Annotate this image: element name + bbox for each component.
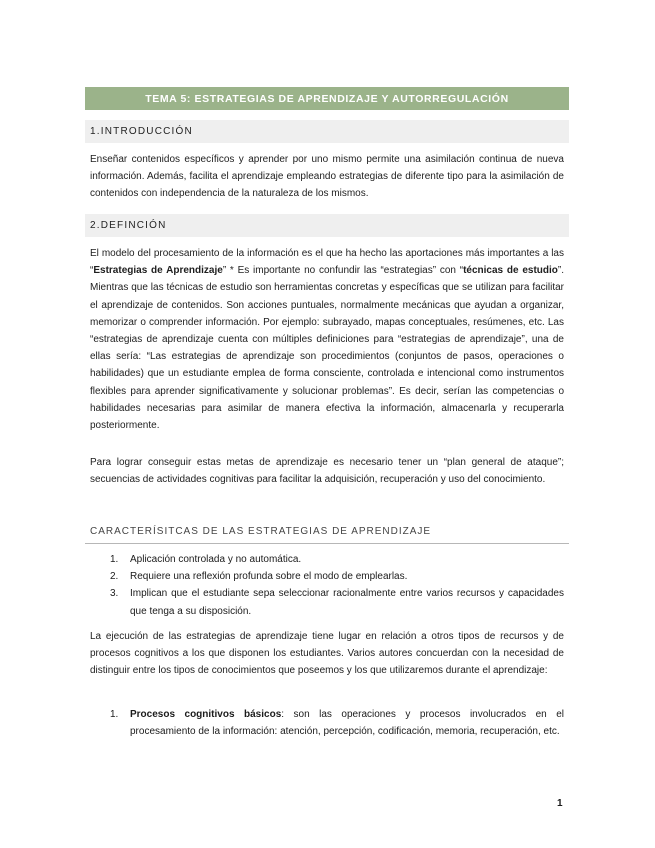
document-title-bar — [85, 87, 569, 110]
subsection-heading-caracteristicas: CARACTERÍSITCAS DE LAS ESTRATEGIAS DE APRENDIZAJE — [85, 522, 569, 544]
section-heading-definicion: 2.DEFINCIÓN — [85, 214, 569, 237]
caracteristicas-list — [110, 551, 564, 620]
list-item: 1. Procesos cognitivos básicos: son las operaciones y procesos involucrados en el procesamiento de la información: atención, percepción, codificación, memoria, recuperación, etc. — [110, 709, 564, 738]
procesos-list — [110, 706, 564, 740]
list-item: 2. Requiere una reflexión profunda sobre el modo de emplearlas. — [110, 571, 408, 583]
section-heading-introduccion: 1.INTRODUCCIÓN — [85, 120, 569, 143]
definicion-paragraph-2: Para lograr conseguir estas metas de aprendizaje es necesario tener un “plan general de ataque”; secuencias de actividades cognitivas para facilitar la adquisición, recuperación y uso del conocimiento. — [90, 457, 564, 486]
ejecucion-paragraph: La ejecución de las estrategias de aprendizaje tiene lugar en relación a otros tipos de recursos y de procesos cognitivos a los que disponen los estudiantes. Varios autores concuerdan con la necesidad de distinguir entre los tipos de conocimientos que poseemos y los que utilizaremos durante el aprendizaje: — [90, 631, 564, 677]
intro-paragraph: Enseñar contenidos específicos y aprender por uno mismo permite una asimilación continua de nueva información. Además, facilita el aprendizaje empleando estrategias de diferente tipo para la asimilación de contenidos con independencia de la naturaleza de los mismos. — [90, 154, 564, 200]
list-item: 1. Aplicación controlada y no automática. — [110, 554, 302, 565]
list-item: 3. Implican que el estudiante sepa seleccionar racionalmente entre varios recursos y capacidades que tenga a su disposición. — [110, 588, 564, 617]
definicion-paragraph-1: El modelo del procesamiento de la información es el que ha hecho las aportaciones más importantes a las “Estrategias de Aprendizaje” * Es importante no confundir las “estrategias” con “técnicas de estudio”. Mientras que las técnicas de estudio son herramientas concretas y específicas que se utilizan para facilitar el aprendizaje de contenidos. Son acciones puntuales, normalmente mecánicas que ayudan a organizar, memorizar o comprender información. Por ejemplo: subrayado, mapas conceptuales, resúmenes, etc. Las “estrategias de aprendizaje cuenta con múltiples definiciones para “estrategias de aprendizaje”, una de ellas sería: “Las estrategias de aprendizaje son procedimientos (conjuntos de pasos, operaciones o habilidades) que un estudiante emplea de forma consciente, controlada e intencional como instrumentos flexibles para aprender significativamente y solucionar problemas”. Es decir, serían las competencias o habilidades necesarias para asimilar de manera efectiva la información, almacenarla y recuperarla posteriormente. — [90, 248, 565, 432]
page-number: 1 — [557, 798, 563, 809]
document-title: TEMA 5: ESTRATEGIAS DE APRENDIZAJE Y AUTORREGULACIÓN — [145, 92, 509, 105]
